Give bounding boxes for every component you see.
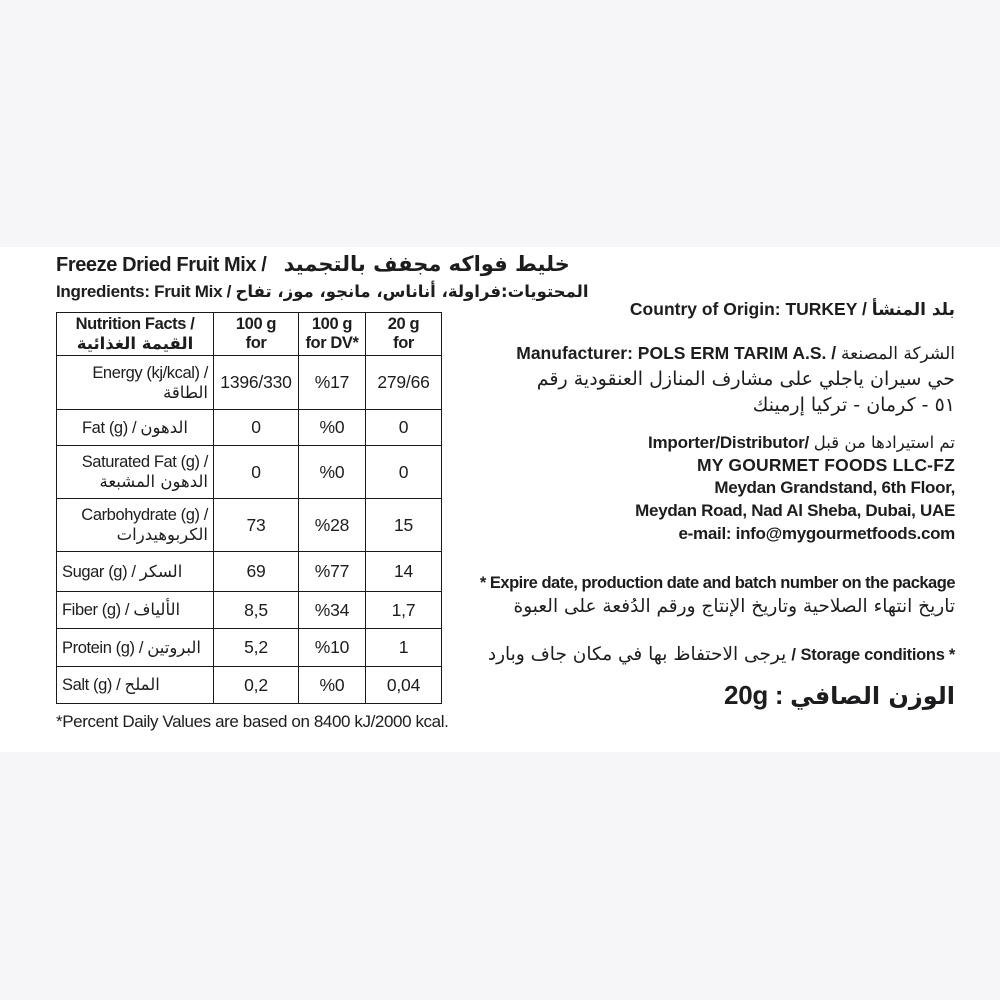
country-of-origin-en: Country of Origin: TURKEY /: [629, 299, 867, 319]
net-weight-line: [395, 679, 955, 712]
table-row-saturated-fat: [57, 446, 442, 499]
product-title: [56, 250, 589, 279]
importer-address-line2: Meydan Road, Nad Al Sheba, Dubai, UAE: [635, 500, 955, 520]
header-dv-100g: 100 g for DV*: [299, 313, 366, 356]
value-per-100g: 5,2: [214, 629, 299, 667]
value-per-20g: 0: [366, 446, 442, 499]
right-column: [395, 297, 955, 712]
row-label: Fat (g) / الدهون: [57, 410, 214, 446]
row-label: Protein (g) / البروتين: [57, 629, 214, 667]
value-dv: %0: [299, 446, 366, 499]
table-row-salt: [57, 667, 442, 704]
row-label: Energy (kj/kcal) / الطاقة: [57, 356, 214, 410]
importer-en: Importer/Distributor/: [647, 433, 810, 452]
ingredients-ar: المحتويات:فراولة، أناناس، مانجو، موز، تفاح: [235, 282, 589, 301]
manufacturer-ar: الشركة المصنعة: [841, 344, 955, 364]
expire-date-note-en: * Expire date, production date and batch number on the package: [479, 574, 955, 592]
value-per-100g: 1396/330: [214, 356, 299, 410]
importer-ar: تم استيرادها من قبل: [813, 433, 955, 452]
value-dv: %17: [299, 356, 366, 410]
importer-address-line1: Meydan Grandstand, 6th Floor,: [714, 478, 955, 497]
value-per-20g: 1: [366, 629, 442, 667]
table-row-sugar: [57, 552, 442, 592]
value-per-20g: 14: [366, 552, 442, 592]
manufacturer-en: Manufacturer: POLS ERM TARIM A.S. /: [516, 343, 837, 363]
value-per-100g: 73: [214, 499, 299, 552]
table-header-row: [57, 313, 442, 356]
product-title-en: Freeze Dried Fruit Mix /: [56, 254, 267, 276]
value-per-100g: 0: [214, 446, 299, 499]
country-of-origin-line: [395, 297, 955, 322]
value-dv: %0: [299, 410, 366, 446]
table-row-energy: [57, 356, 442, 410]
value-per-100g: 8,5: [214, 592, 299, 629]
header-per-20g: 20 g for: [366, 313, 442, 356]
table-row-fiber: [57, 592, 442, 629]
manufacturer-line: [395, 341, 955, 366]
country-of-origin-ar: بلد المنشأ: [871, 300, 955, 320]
row-label: Salt (g) / الملح: [57, 667, 214, 704]
row-label: Sugar (g) / السكر: [57, 552, 214, 592]
ingredients-en: Ingredients: Fruit Mix /: [56, 282, 232, 301]
value-dv: %10: [299, 629, 366, 667]
value-per-20g: 279/66: [366, 356, 442, 410]
manufacturer-address-ar-line1: حي سيران ياجلي على مشارف المنازل العنقودية رقم: [536, 368, 955, 390]
value-per-20g: 0: [366, 410, 442, 446]
value-per-20g: 0,04: [366, 667, 442, 704]
net-weight-value: 20g :: [724, 680, 784, 710]
table-row-fat: [57, 410, 442, 446]
value-dv: %0: [299, 667, 366, 704]
importer-distributor-line: [395, 431, 955, 454]
product-title-ar: خليط فواكه مجفف بالتجميد: [283, 252, 570, 276]
daily-values-footnote: *Percent Daily Values are based on 8400 kJ/2000 kcal.: [56, 712, 449, 731]
table-row-protein: [57, 629, 442, 667]
net-weight-label-ar: الوزن الصافي: [790, 682, 955, 710]
header-per-100g: 100 g for: [214, 313, 299, 356]
manufacturer-address-ar-line2: ٥١ - كرمان - تركيا إرمينك: [752, 394, 955, 416]
header-nutrition-facts: Nutrition Facts / القيمة الغذائية: [57, 313, 214, 356]
value-per-20g: 1,7: [366, 592, 442, 629]
label-panel: [0, 247, 1000, 752]
value-per-100g: 0,2: [214, 667, 299, 704]
row-label: Fiber (g) / الألياف: [57, 592, 214, 629]
storage-conditions-line: [395, 641, 955, 668]
row-label: Saturated Fat (g) / الدهون المشبعة: [57, 446, 214, 499]
value-dv: %77: [299, 552, 366, 592]
importer-email: e-mail: info@mygourmetfoods.com: [678, 524, 955, 543]
storage-conditions-ar: يرجى الاحتفاظ بها في مكان جاف وبارد: [487, 644, 787, 665]
row-label: Carbohydrate (g) / الكربوهيدرات: [57, 499, 214, 552]
value-per-100g: 69: [214, 552, 299, 592]
storage-conditions-en: / Storage conditions *: [791, 646, 955, 664]
nutrition-facts-table: [56, 312, 442, 704]
table-row-carbohydrate: [57, 499, 442, 552]
value-per-20g: 15: [366, 499, 442, 552]
value-dv: %34: [299, 592, 366, 629]
expire-date-note-ar: تاريخ انتهاء الصلاحية وتاريخ الإنتاج ورقم الدُفعة على العبوة: [513, 596, 955, 617]
importer-company: MY GOURMET FOODS LLC-FZ: [696, 455, 955, 475]
value-dv: %28: [299, 499, 366, 552]
value-per-100g: 0: [214, 410, 299, 446]
